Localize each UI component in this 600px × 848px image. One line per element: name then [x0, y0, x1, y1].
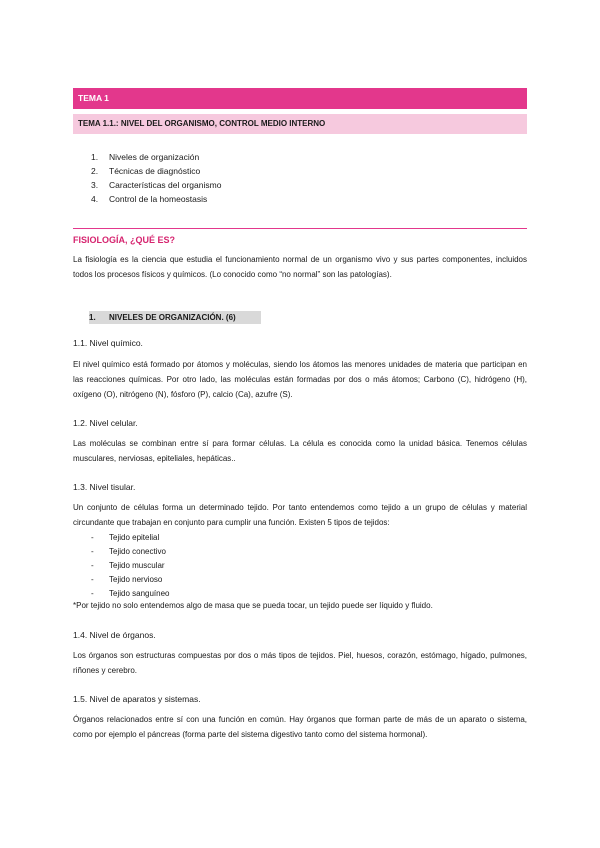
intro-paragraph: La fisiología es la ciencia que estudia el funcionamiento normal de un organismo vivo y sus partes componentes, incluidos todos los procesos físicos y químicos. (Lo conocido como “no normal” son las patologías).	[73, 255, 527, 279]
section-title: NIVELES DE ORGANIZACIÓN. (6)	[109, 313, 236, 322]
list-item	[91, 573, 170, 587]
list-item-label: Tejido conectivo	[109, 547, 166, 556]
list-bullet: -	[91, 533, 94, 542]
list-item-label: Tejido sanguíneo	[109, 589, 170, 598]
level-heading-tissue: 1.3. Nivel tisular.	[73, 482, 136, 492]
toc-item	[91, 150, 221, 164]
section-number: 1.	[89, 313, 96, 322]
toc-number: 3.	[91, 180, 99, 190]
toc-item	[91, 178, 221, 192]
tissue-list	[91, 531, 170, 601]
level-heading-systems: 1.5. Nivel de aparatos y sistemas.	[73, 694, 201, 704]
list-item-label: Tejido epitelial	[109, 533, 160, 542]
list-item-label: Tejido muscular	[109, 561, 165, 570]
section-heading	[89, 311, 261, 324]
level-paragraph-systems: Órganos relacionados entre sí con una función en común. Hay órganos que forman parte de más de un aparato o sistema, como por ejemplo el páncreas (forma parte del sistema digestivo tanto como del sistema hormonal).	[73, 715, 527, 739]
level-paragraph-tissue: Un conjunto de células forma un determinado tejido. Por tanto entendemos como tejido a un grupo de células y material circundante que trabajan en conjunto para cumplir una función. Existen 5 tipos de tejidos:	[73, 503, 527, 527]
chapter-title-band: TEMA 1	[73, 88, 527, 109]
level-heading-organs: 1.4. Nivel de órganos.	[73, 630, 156, 640]
level-heading-cellular: 1.2. Nivel celular.	[73, 418, 138, 428]
list-item	[91, 545, 170, 559]
list-item-label: Tejido nervioso	[109, 575, 163, 584]
toc-number: 4.	[91, 194, 99, 204]
list-bullet: -	[91, 547, 94, 556]
toc-item	[91, 164, 221, 178]
toc-number: 1.	[91, 152, 99, 162]
toc-label: Técnicas de diagnóstico	[109, 166, 201, 176]
toc-label: Características del organismo	[109, 180, 222, 190]
toc-number: 2.	[91, 166, 99, 176]
level-paragraph-chemical: El nivel químico está formado por átomos y moléculas, siendo los átomos las menores unidades de materia que participan en las reacciones químicas. Por otro lado, las moléculas están formadas por dos o más átomos; Carbono (C), hidrógeno (H), oxígeno (O), nitrógeno (N), fósforo (P), calcio (Ca), azufre (S).	[73, 360, 527, 399]
intro-heading: FISIOLOGÍA, ¿QUÉ ES?	[73, 235, 176, 245]
list-item	[91, 531, 170, 545]
section-divider	[73, 228, 527, 229]
level-heading-chemical: 1.1. Nivel químico.	[73, 338, 143, 348]
list-bullet: -	[91, 561, 94, 570]
level-paragraph-organs: Los órganos son estructuras compuestas por dos o más tipos de tejidos. Piel, huesos, corazón, estómago, hígado, pulmones, riñones y cerebro.	[73, 651, 527, 675]
chapter-subtitle-band: TEMA 1.1.: NIVEL DEL ORGANISMO, CONTROL MEDIO INTERNO	[73, 114, 527, 134]
toc-label: Control de la homeostasis	[109, 194, 208, 204]
tissue-note: *Por tejido no solo entendemos algo de masa que se pueda tocar, un tejido puede ser líquido y fluido.	[73, 601, 433, 610]
table-of-contents	[91, 150, 221, 206]
level-paragraph-cellular: Las moléculas se combinan entre sí para formar células. La célula es conocida como la unidad básica. Tenemos células musculares, nerviosas, epiteliales, hepáticas..	[73, 439, 527, 463]
list-item	[91, 587, 170, 601]
list-bullet: -	[91, 575, 94, 584]
list-item	[91, 559, 170, 573]
toc-item	[91, 192, 221, 206]
list-bullet: -	[91, 589, 94, 598]
toc-label: Niveles de organización	[109, 152, 200, 162]
